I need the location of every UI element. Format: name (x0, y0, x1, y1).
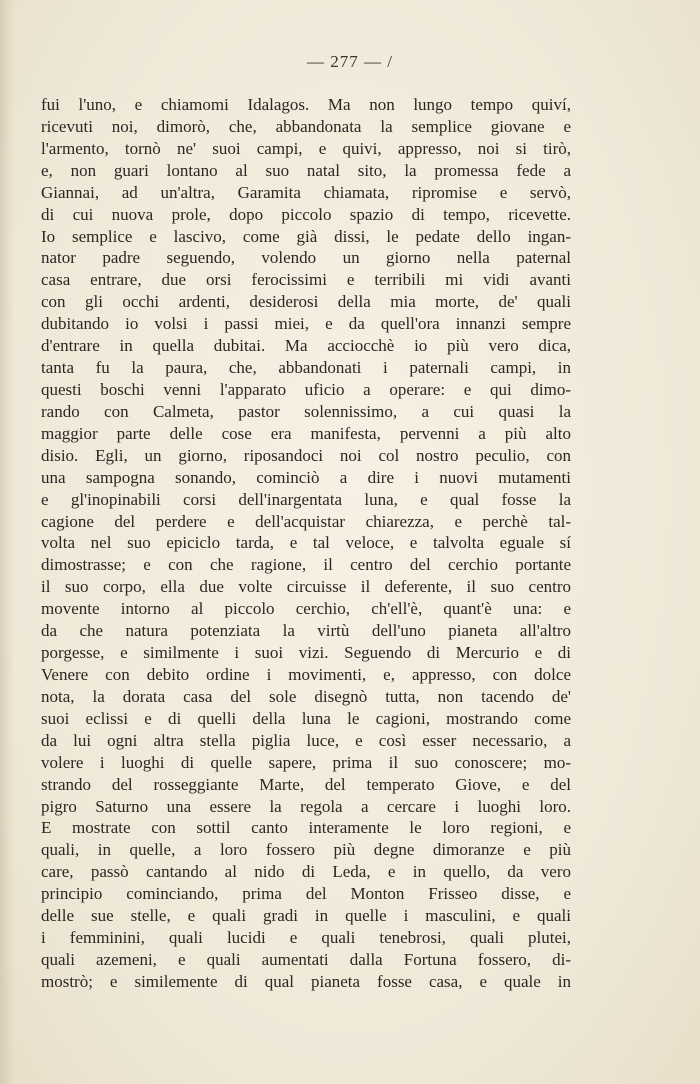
text-line: il suo corpo, ella due volte circuisse il deferente, il suo centro (41, 577, 571, 597)
text-line: suoi eclissi e di quelli della luna le cagioni, mostrando come (41, 708, 571, 728)
text-line: principio cominciando, prima del Monton Frisseo disse, e (41, 884, 571, 904)
text-line: da che natura potenziata la virtù dell'uno pianeta all'altro (41, 621, 571, 641)
text-line: l'armento, tornò ne' suoi campi, e quivi, appresso, noi si tirò, (41, 138, 571, 158)
text-line: E mostrate con sottil canto interamente le loro regioni, e (41, 818, 571, 838)
text-line: pigro Saturno una essere la regola a cercare i luoghi loro. (41, 796, 571, 816)
text-line: nator padre seguendo, volendo un giorno nella paternal (41, 248, 571, 268)
page-number-header: — 277 — / (307, 52, 393, 71)
text-line: porgesse, e similmente i suoi vizi. Seguendo di Mercurio e di (41, 643, 571, 663)
text-line: delle sue stelle, e quali gradi in quelle i masculini, e quali (41, 906, 571, 926)
text-line: di cui nuova prole, dopo piccolo spazio di tempo, ricevette. (41, 204, 571, 224)
text-line: movente intorno al piccolo cerchio, ch'ell'è, quant'è una: e (41, 599, 571, 619)
page-edge-shadow (0, 0, 14, 1084)
text-line: quali, in quelle, a loro fossero più degne dimoranze e più (41, 840, 571, 860)
text-line: e, non guari lontano al suo natal sito, la promessa fede a (41, 160, 571, 180)
text-line: ricevuti noi, dimorò, che, abbandonata la semplice giovane e (41, 116, 571, 136)
text-line: rando con Calmeta, pastor solennissimo, a cui quasi la (41, 401, 571, 421)
text-line: strando del rosseggiante Marte, del temperato Giove, e del (41, 774, 571, 794)
text-line: nota, la dorata casa del sole disegnò tutta, non tacendo de' (41, 686, 571, 706)
text-line: volta nel suo epiciclo tarda, e tal veloce, e talvolta eguale sí (41, 533, 571, 553)
text-line: questi boschi venni l'apparato uficio a operare: e qui dimo- (41, 379, 571, 399)
text-line: fui l'uno, e chiamomi Idalagos. Ma non lungo tempo quiví, (41, 95, 571, 114)
text-line: cagione del perdere e dell'acquistar chiarezza, e perchè tal- (41, 511, 571, 531)
text-line: Venere con debito ordine i movimenti, e, appresso, con dolce (41, 664, 571, 684)
text-line: una sampogna sonando, cominciò a dire i nuovi mutamenti (41, 467, 571, 487)
text-line: con gli occhi ardenti, desiderosi della mia morte, de' quali (41, 292, 571, 312)
text-line: disio. Egli, un giorno, riposandoci noi col nostro peculio, con (41, 445, 571, 465)
text-line: maggior parte delle cose era manifesta, pervenni a più alto (41, 423, 571, 443)
text-line: casa entrare, due orsi ferocissimi e terribili mi vidi avanti (41, 270, 571, 290)
text-line: quali azemeni, e quali aumentati dalla Fortuna fossero, di- (41, 949, 571, 969)
text-line: da lui ogni altra stella piglia luce, e così esser necessario, a (41, 730, 571, 750)
text-line: dubitando io volsi i passi miei, e da quell'ora innanzi sempre (41, 314, 571, 334)
text-line: tanta fu la paura, che, abbandonati i paternali campi, in (41, 358, 571, 378)
text-line: dimostrasse; e con che ragione, il centro del cerchio portante (41, 555, 571, 575)
text-line: d'entrare in quella dubitai. Ma acciocchè io più vero dica, (41, 336, 571, 356)
body-text (41, 94, 571, 993)
text-line: Io semplice e lascivo, come già dissi, le pedate dello ingan- (41, 226, 571, 246)
text-line: volere i luoghi di quelle sapere, prima il suo conoscere; mo- (41, 752, 571, 772)
text-line: e gl'inopinabili corsi dell'inargentata luna, e qual fosse la (41, 489, 571, 509)
text-line: i femminini, quali lucidi e quali tenebrosi, quali plutei, (41, 928, 571, 948)
text-line: Giannai, ad un'altra, Garamita chiamata, ripromise e servò, (41, 182, 571, 202)
text-line: care, passò cantando al nido di Leda, e in quello, da vero (41, 862, 571, 882)
text-line: mostrò; e similemente di qual pianeta fosse casa, e quale in (41, 971, 571, 991)
